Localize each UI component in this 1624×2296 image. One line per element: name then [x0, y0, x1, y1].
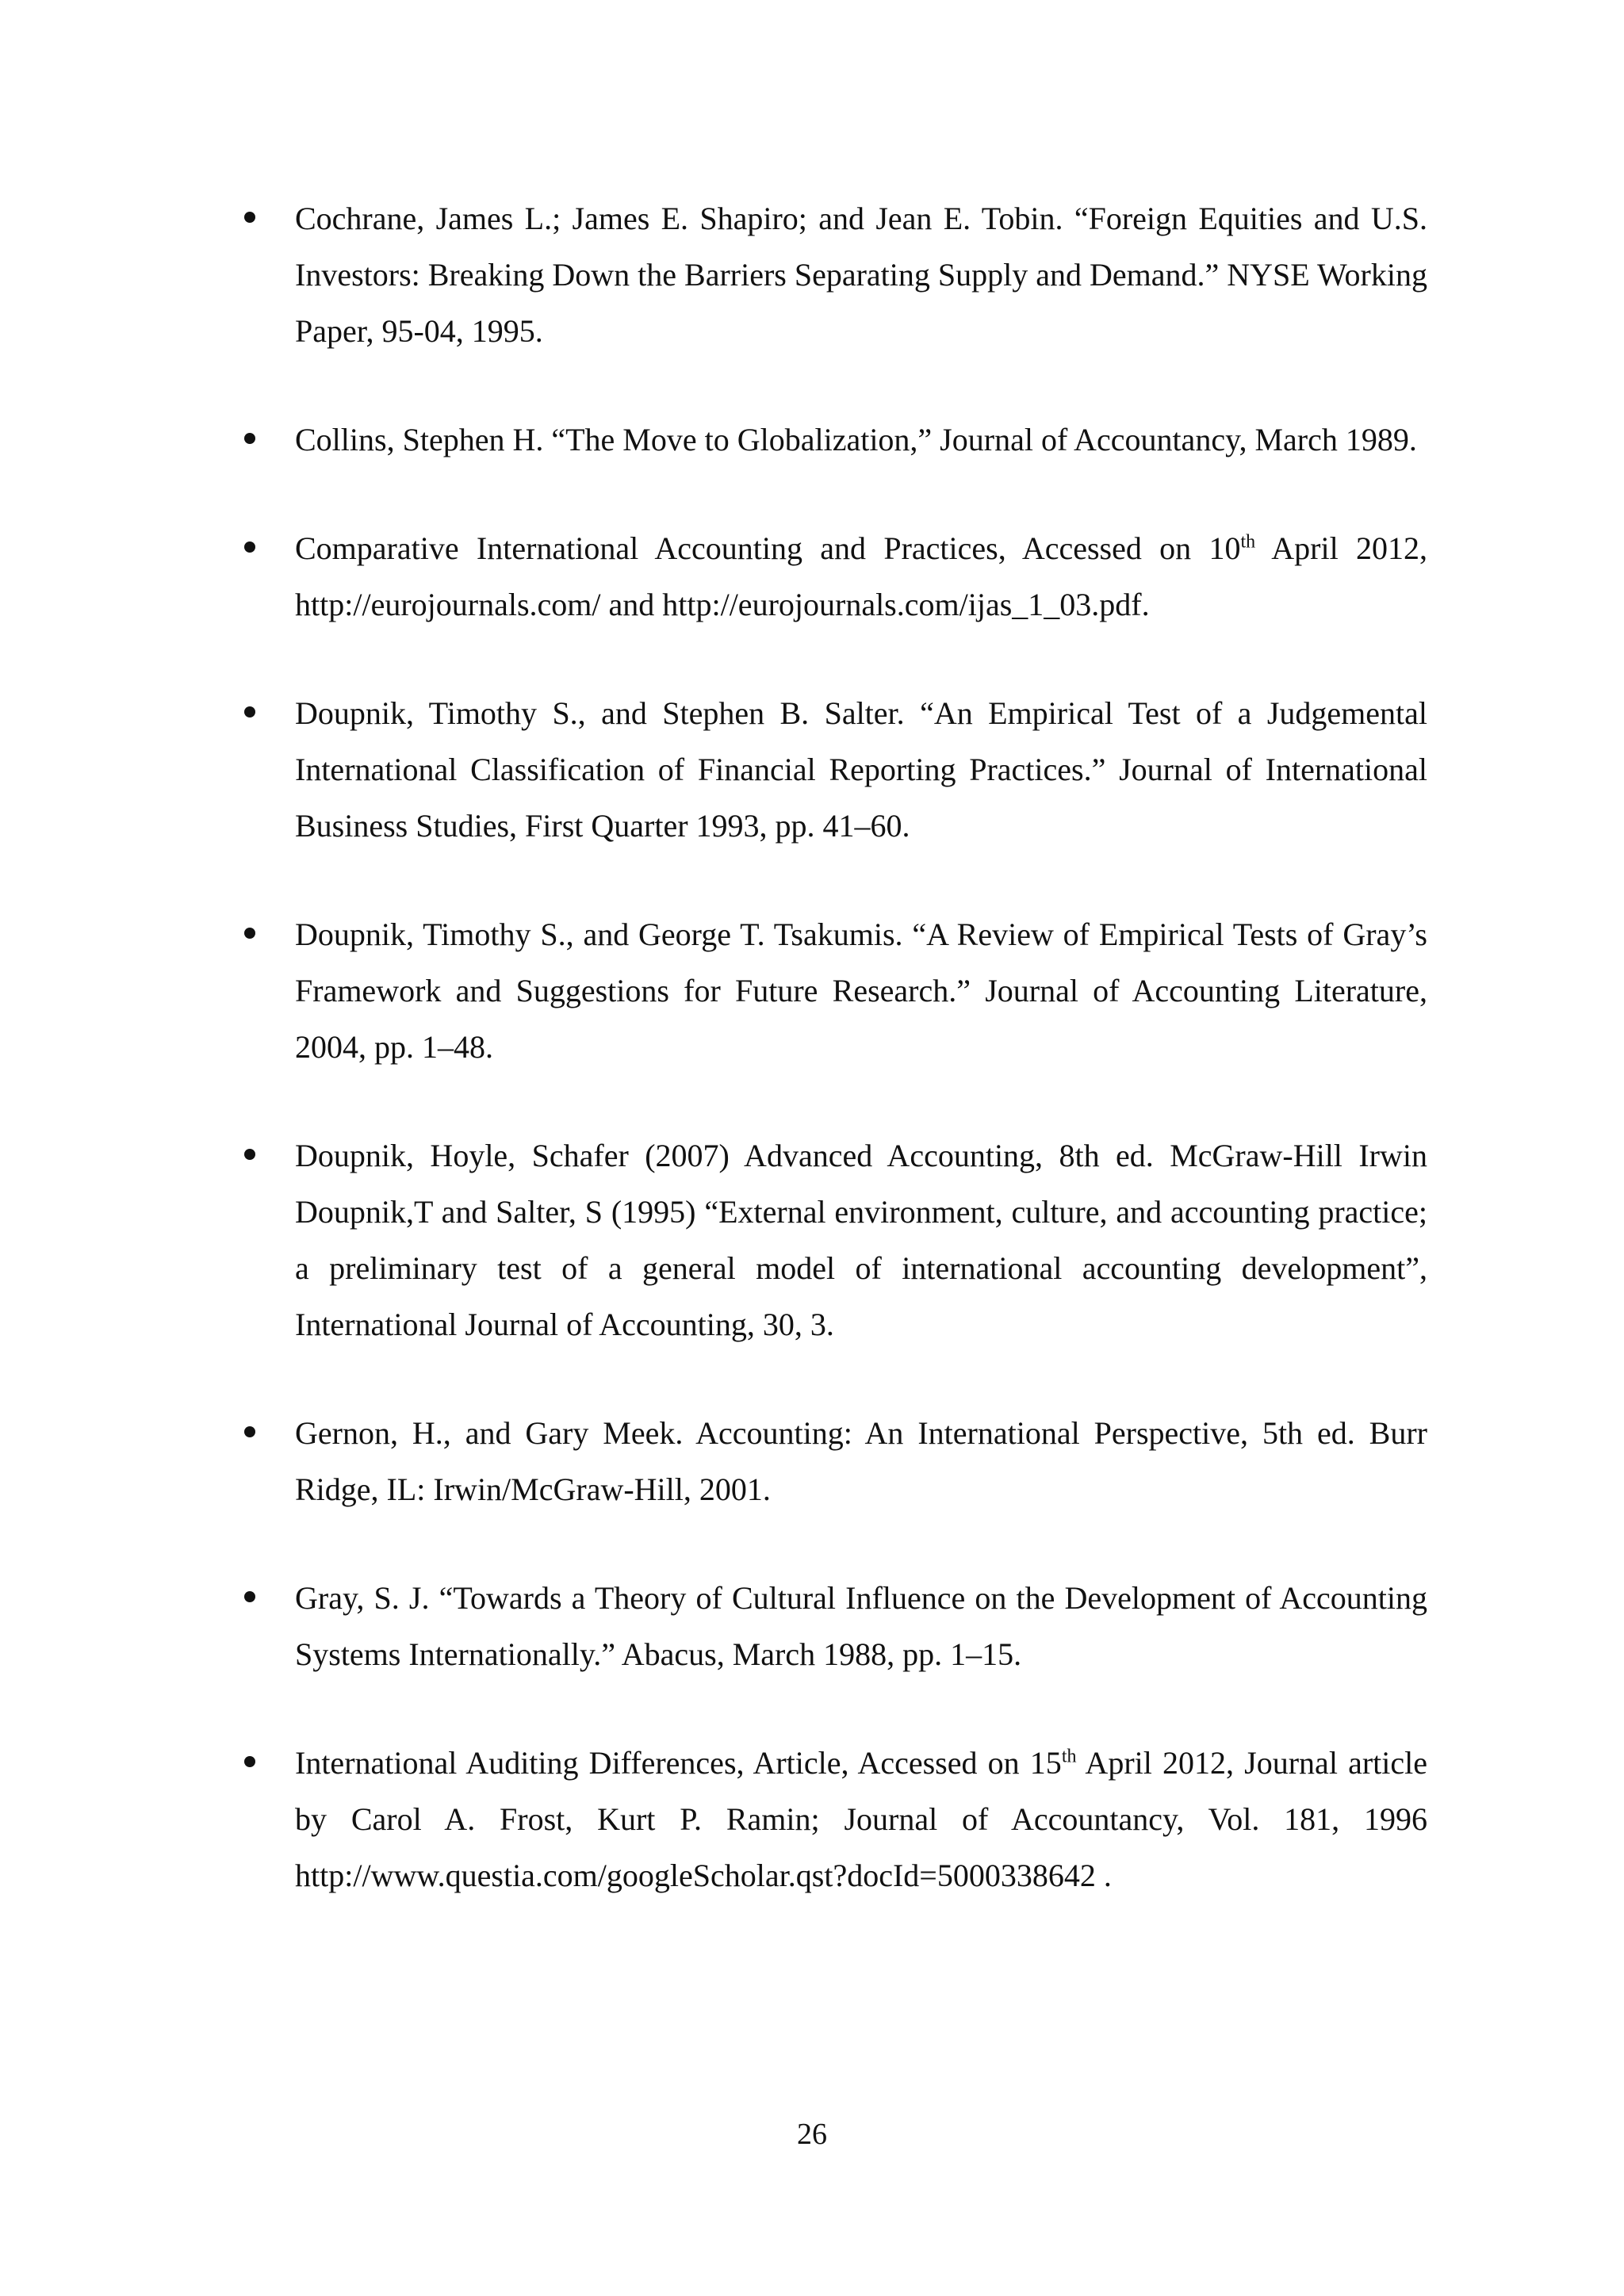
bullet-icon	[244, 541, 255, 553]
reference-item	[238, 520, 1427, 633]
reference-text: Doupnik, Timothy S., and George T. Tsakumis. “A Review of Empirical Tests of Gray’s Framework and Suggestions for Future Research.” Journal of Accounting Literature, 2004, pp. 1–48.	[295, 916, 1427, 1065]
reference-text: Gray, S. J. “Towards a Theory of Cultural Influence on the Development of Accounting Systems Internationally.” Abacus, March 1988, pp. 1–15.	[295, 1580, 1427, 1672]
bullet-icon	[244, 212, 255, 223]
bullet-icon	[244, 1426, 255, 1437]
bullet-icon	[244, 433, 255, 444]
reference-text: Doupnik, Timothy S., and Stephen B. Salter. “An Empirical Test of a Judgemental International Classification of Financial Reporting Practices.” Journal of International Business Studies, First Quarter 1993, pp. 41–60.	[295, 695, 1427, 844]
bullet-icon	[244, 1756, 255, 1767]
reference-list	[238, 190, 1427, 1956]
bullet-icon	[244, 1591, 255, 1602]
ordinal-superscript: th	[1240, 531, 1256, 553]
bullet-icon	[244, 706, 255, 718]
bullet-icon	[244, 1149, 255, 1160]
reference-text	[295, 1745, 1427, 1893]
reference-text: Gernon, H., and Gary Meek. Accounting: An International Perspective, 5th ed. Burr Ridge, IL: Irwin/McGraw-Hill, 2001.	[295, 1415, 1427, 1507]
reference-item	[238, 1127, 1427, 1353]
reference-text-part: International Auditing Differences, Article, Accessed on 15	[295, 1745, 1062, 1781]
page-number: 26	[797, 2118, 827, 2151]
reference-text: Doupnik, Hoyle, Schafer (2007) Advanced Accounting, 8th ed. McGraw-Hill Irwin Doupnik,T and Salter, S (1995) “External environment, culture, and accounting practice; a preliminary test of a general model of international accounting development”, International Journal of Accounting, 30, 3.	[295, 1138, 1427, 1342]
reference-item	[238, 1405, 1427, 1517]
ordinal-superscript: th	[1061, 1746, 1077, 1767]
reference-item	[238, 1570, 1427, 1682]
reference-text-part: April 2012, http://eurojournals.com/ and http://eurojournals.com/ijas_1_03.pdf.	[295, 530, 1427, 622]
reference-item	[238, 1735, 1427, 1904]
reference-item	[238, 411, 1427, 468]
reference-item	[238, 685, 1427, 854]
reference-text: Collins, Stephen H. “The Move to Globalization,” Journal of Accountancy, March 1989.	[295, 422, 1417, 457]
reference-text: Cochrane, James L.; James E. Shapiro; and Jean E. Tobin. “Foreign Equities and U.S. Investors: Breaking Down the Barriers Separating Supply and Demand.” NYSE Working Paper, 95-04, 1995.	[295, 201, 1427, 349]
reference-text-part: Comparative International Accounting and Practices, Accessed on 10	[295, 530, 1241, 566]
bullet-icon	[244, 928, 255, 939]
reference-text	[295, 530, 1427, 622]
reference-item	[238, 190, 1427, 359]
reference-item	[238, 906, 1427, 1075]
reference-text-part: April 2012, Journal article by Carol A. Frost, Kurt P. Ramin; Journal of Accountancy, Vol. 181, 1996 http://www.questia.com/googleScholar.qst?docId=5000338642 .	[295, 1745, 1428, 1893]
